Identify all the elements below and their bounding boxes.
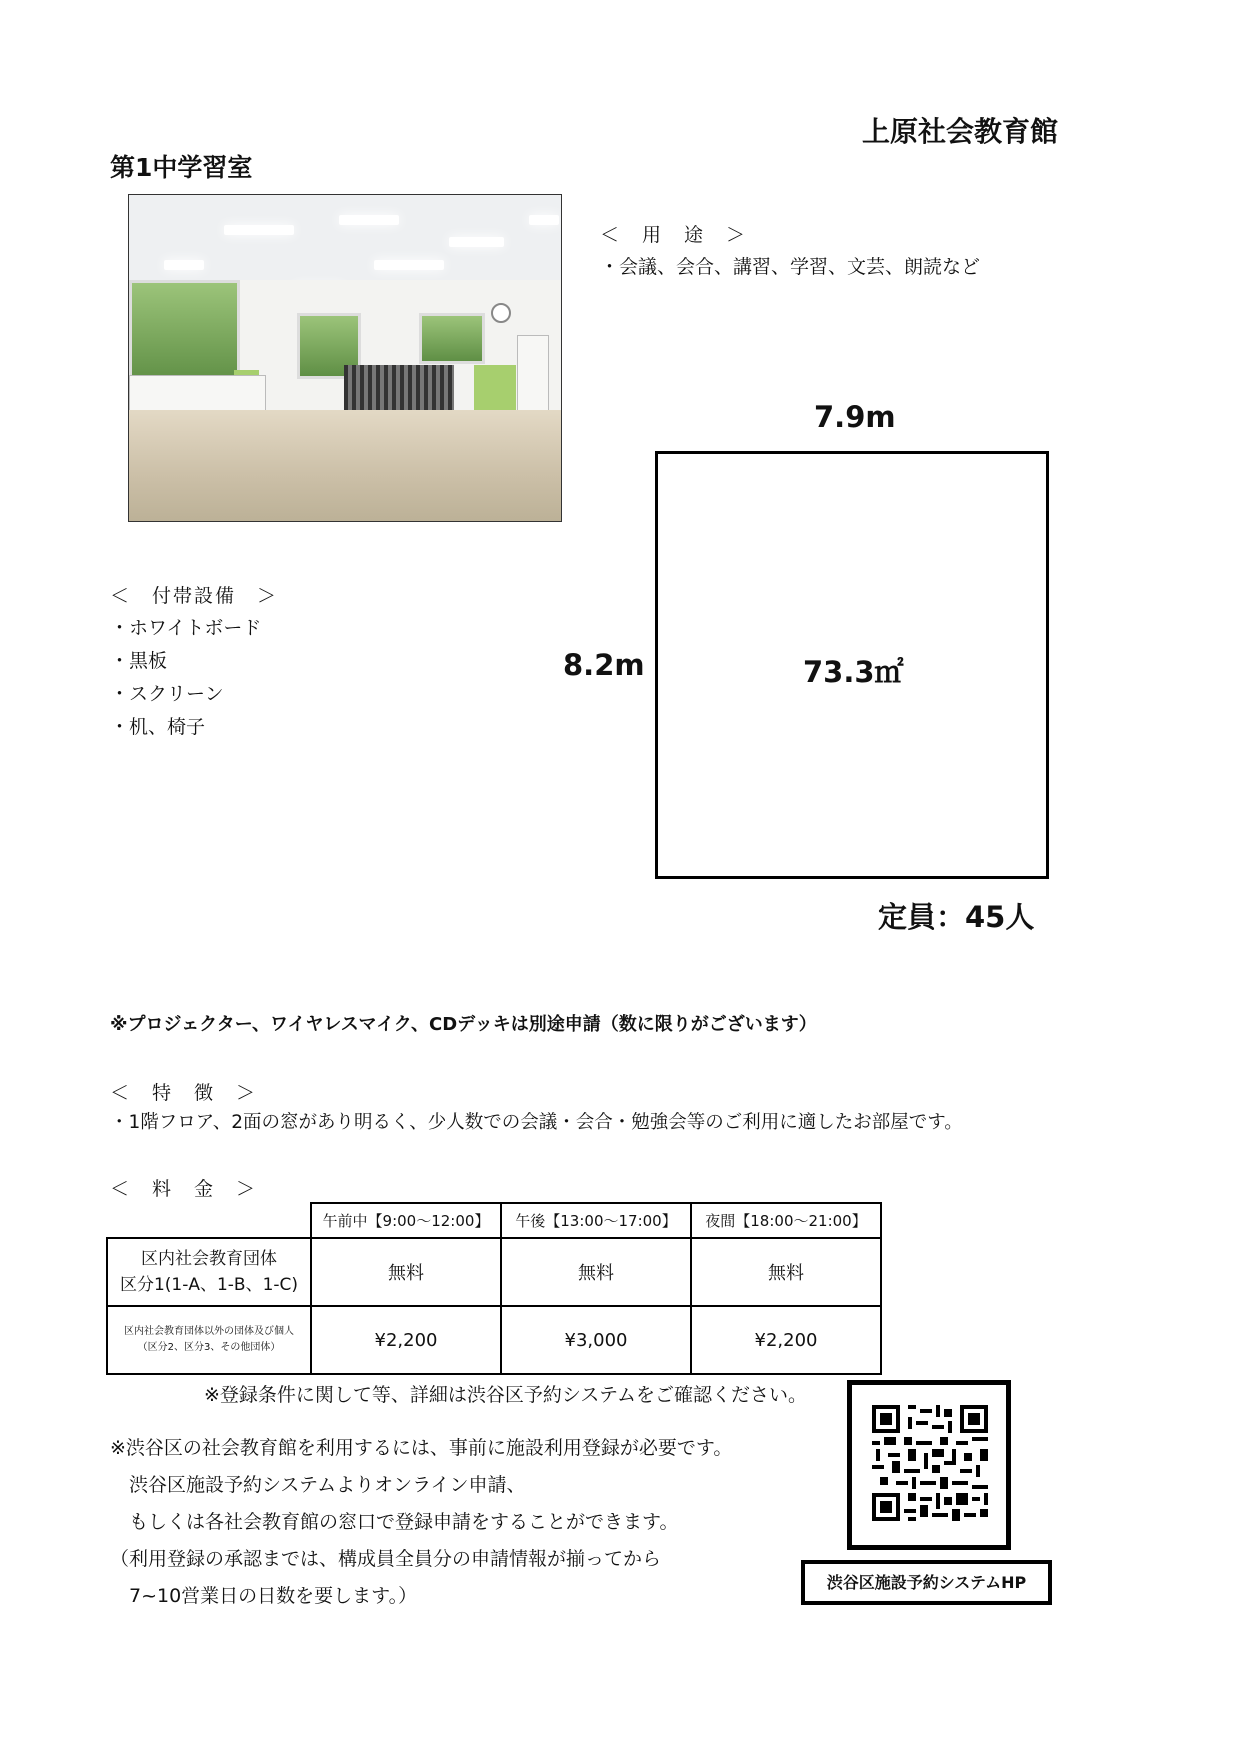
uses-heading: ＜ 用 途 ＞ (600, 224, 748, 246)
room-photo (128, 194, 562, 522)
features-heading: ＜ 特 徴 ＞ (110, 1082, 258, 1104)
table-row (107, 1238, 881, 1306)
registration-line: 7~10営業日の日数を要します。） (110, 1585, 418, 1607)
room-width-label: 7.9m (814, 400, 896, 434)
column-header: 夜間【18:00～21:00】 (691, 1203, 881, 1238)
list-item: ・黒板 (110, 650, 168, 672)
row-category: 区内社会教育団体以外の団体及び個人 （区分2、区分3、その他団体） (107, 1306, 311, 1374)
room-name: 第1中学習室 (110, 153, 253, 182)
registration-line: もしくは各社会教育館の窓口で登録申請をすることができます。 (110, 1511, 679, 1533)
fee-cell: 無料 (311, 1238, 501, 1306)
qr-code-frame[interactable] (847, 1380, 1011, 1550)
list-item: ・スクリーン (110, 683, 224, 705)
fees-heading: ＜ 料 金 ＞ (110, 1178, 258, 1200)
room-area-label: 73.3㎡ (803, 655, 904, 689)
equipment-list (110, 614, 261, 746)
column-header: 午後【13:00～17:00】 (501, 1203, 691, 1238)
fee-cell: 無料 (691, 1238, 881, 1306)
row-category: 区内社会教育団体 区分1(1-A、1-B、1-C) (107, 1238, 311, 1306)
room-height-label: 8.2m (563, 648, 645, 682)
registration-line: （利用登録の承認までは、構成員全員分の申請情報が揃ってから (110, 1548, 662, 1570)
fee-cell: ¥2,200 (311, 1306, 501, 1374)
table-row (107, 1306, 881, 1374)
fee-table-note: ※登録条件に関して等、詳細は渋谷区予約システムをご確認ください。 (204, 1384, 808, 1406)
list-item: ・ホワイトボード (110, 617, 262, 639)
fee-cell: 無料 (501, 1238, 691, 1306)
equipment-notice: ※プロジェクター、ワイヤレスマイク、CDデッキは別途申請（数に限りがございます） (110, 1014, 817, 1035)
features-text: ・1階フロア、2面の窓があり明るく、少人数での会議・会合・勉強会等のご利用に適したお部屋です。 (110, 1112, 963, 1133)
capacity-label: 定員：45人 (878, 900, 1035, 934)
table-header-row (107, 1203, 881, 1238)
list-item: ・机、椅子 (110, 716, 206, 738)
registration-line: ※渋谷区の社会教育館を利用するには、事前に施設利用登録が必要です。 (110, 1437, 733, 1459)
qr-code-icon[interactable] (872, 1405, 988, 1521)
equipment-heading: ＜ 付帯設備 ＞ (110, 585, 279, 607)
uses-text: ・会議、会合、講習、学習、文芸、朗読など (600, 256, 981, 278)
registration-info (110, 1430, 732, 1615)
fee-cell: ¥2,200 (691, 1306, 881, 1374)
registration-line: 渋谷区施設予約システムよりオンライン申請、 (110, 1474, 526, 1496)
booking-system-label[interactable]: 渋谷区施設予約システムHP (801, 1560, 1052, 1605)
fee-cell: ¥3,000 (501, 1306, 691, 1374)
facility-name: 上原社会教育館 (862, 115, 1059, 148)
column-header: 午前中【9:00～12:00】 (311, 1203, 501, 1238)
fee-table (106, 1202, 882, 1375)
